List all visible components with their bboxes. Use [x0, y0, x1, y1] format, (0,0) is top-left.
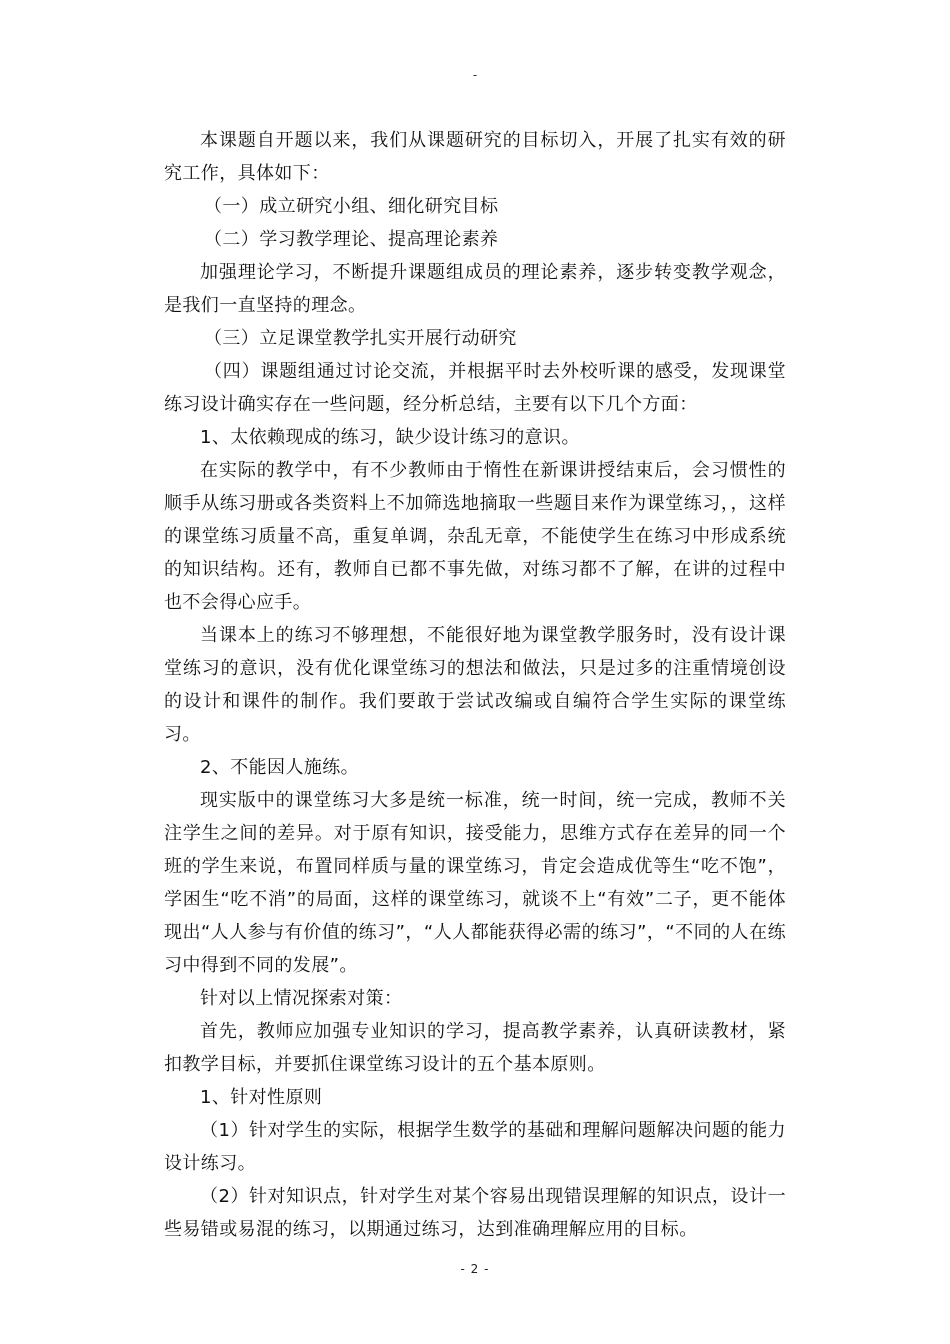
- paragraph-countermeasure-intro: 针对以上情况探索对策：: [200, 988, 403, 1009]
- header-mark: -: [472, 68, 478, 82]
- heading-section-1: （一）成立研究小组、细化研究目标: [204, 196, 499, 217]
- page-number: - 2 -: [460, 1262, 490, 1276]
- paragraph-problem-1-extra: 当课本上的练习不够理想，不能很好地为课堂教学服务时，没有设计课堂练习的意识，没有优化课堂练习的想法和做法，只是过多的注重情境创设的设计和课件的制作。我们要敢于尝试改编或自编符合学生实际的课堂练习。: [164, 625, 786, 745]
- heading-section-2: （二）学习教学理论、提高理论素养: [204, 229, 499, 250]
- paragraph-principle-1-b: （2）针对知识点，针对学生对某个容易出现错误理解的知识点，设计一些易错或易混的练习，以期通过练习，达到准确理解应用的目标。: [164, 1186, 786, 1240]
- paragraph-intro: 本课题自开题以来，我们从课题研究的目标切入，开展了扎实有效的研究工作，具体如下：: [164, 130, 786, 184]
- list-item-principle-1: 1、针对性原则: [200, 1087, 323, 1108]
- body-text: [164, 124, 786, 1246]
- list-item-problem-1: 1、太依赖现成的练习，缺少设计练习的意识。: [200, 427, 580, 448]
- paragraph-section-4: （四）课题组通过讨论交流，并根据平时去外校听课的感受，发现课堂练习设计确实存在一些问题，经分析总结，主要有以下几个方面：: [164, 361, 786, 415]
- paragraph-theory: 加强理论学习，不断提升课题组成员的理论素养，逐步转变教学观念，是我们一直坚持的理念。: [164, 262, 786, 316]
- heading-section-3: （三）立足课堂教学扎实开展行动研究: [204, 328, 517, 349]
- paragraph-principle-1-a: （1）针对学生的实际，根据学生数学的基础和理解问题解决问题的能力设计练习。: [164, 1120, 786, 1174]
- list-item-problem-2: 2、不能因人施练。: [200, 757, 360, 778]
- paragraph-problem-1-detail: 在实际的教学中，有不少教师由于惰性在新课讲授结束后，会习惯性的顺手从练习册或各类资料上不加筛选地摘取一些题目来作为课堂练习，，这样的课堂练习质量不高，重复单调，杂乱无章，不能使学生在练习中形成系统的知识结构。还有，教师自已都不事先做，对练习都不了解，在讲的过程中也不会得心应手。: [164, 460, 786, 613]
- paragraph-first-step: 首先，教师应加强专业知识的学习，提高教学素养，认真研读教材，紧扣教学目标，并要抓住课堂练习设计的五个基本原则。: [164, 1021, 786, 1075]
- paragraph-problem-2-detail: 现实版中的课堂练习大多是统一标准，统一时间，统一完成，教师不关注学生之间的差异。对于原有知识，接受能力，思维方式存在差异的同一个班的学生来说，布置同样质与量的课堂练习，肯定会造成优等生“吃不饱”，学困生“吃不消”的局面，这样的课堂练习，就谈不上“有效”二子，更不能体现出“人人参与有价值的练习”，“人人都能获得必需的练习”，“不同的人在练习中得到不同的发展”。: [164, 790, 786, 976]
